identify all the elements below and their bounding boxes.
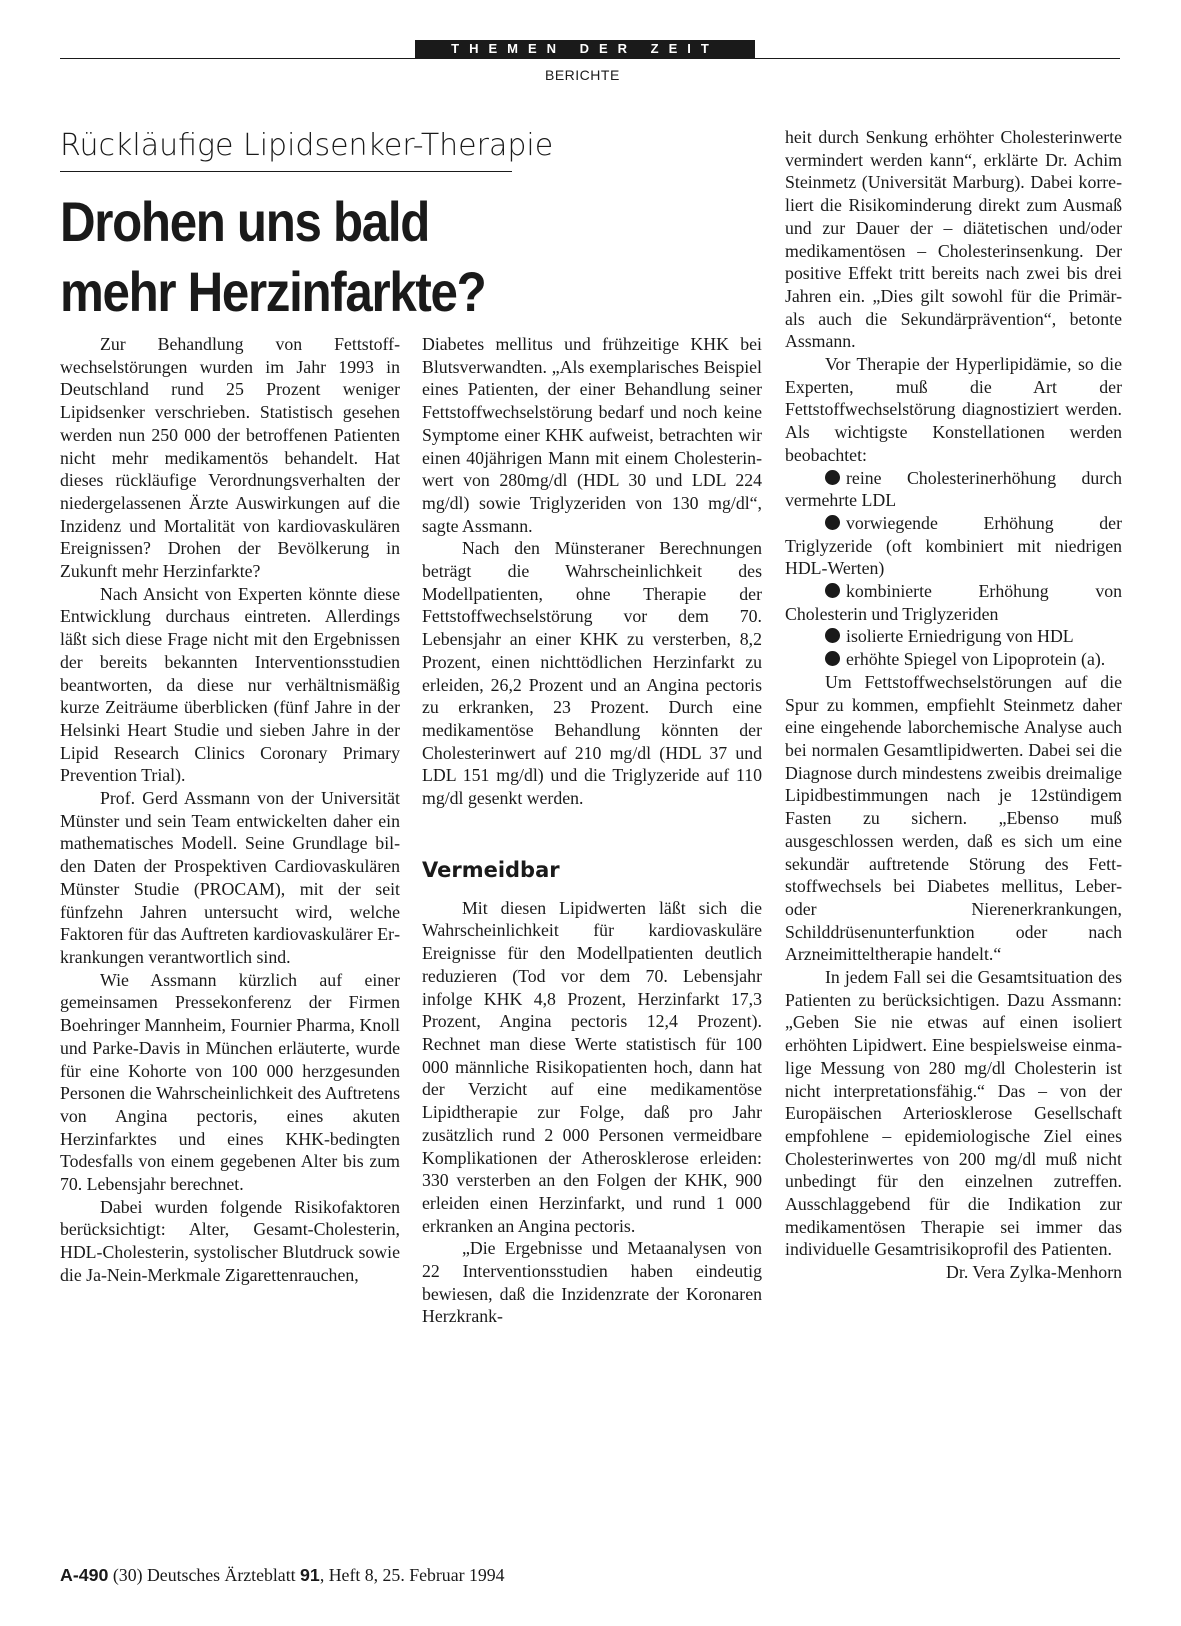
section-banner: THEMEN DER ZEIT (415, 40, 755, 58)
paragraph: heit durch Senkung erhöhter Cholesterinwerte vermindert werden kann“, erklärte Dr. Achim Steinmetz (Universität Marburg). Dabei korreliert die Risikominderung direkt zum Ausmaß und zur Dauer der – diätetischen und/oder medikamentösen – Cholesterinsenkung. Der positive Effekt tritt bereits nach zwei bis drei Jahren ein. „Dies gilt sowohl für die Primär- als auch die Sekundärprävention“, betonte Assmann. (785, 127, 1122, 352)
bullet-item: erhöhte Spiegel von Lipoprotein (a). (785, 648, 1122, 671)
author-byline: Dr. Vera Zylka-Menhorn (946, 1262, 1122, 1283)
subsection-label: BERICHTE (545, 67, 620, 83)
bullet-item: kombinierte Erhöhung von Cholesterin und Triglyzeriden (785, 581, 1122, 624)
page-footer (60, 1565, 505, 1586)
section-subheading: Vermeidbar (422, 857, 560, 882)
paragraph: Zur Behandlung von Fettstoffwechselstörungen wurden im Jahr 1993 in Deutschland rund 25 Prozent weniger Lipidsenker verschrieben. Statistisch gesehen werden nun 250 000 der betroffenen Patienten nicht mehr medikamentös behandelt. Hat dieses rückläufige Verordnungsverhalten der niedergelassenen Ärzte Auswirkungen auf die Inzidenz und Mortalität von kardiovaskulären Ereignissen? Drohen der Bevölkerung in Zukunft mehr Herzinfarkte? (60, 334, 400, 582)
kicker-underline (60, 171, 512, 172)
page-code: A-490 (60, 1565, 109, 1585)
bullet-icon (825, 515, 840, 530)
header-rule (60, 58, 1120, 59)
paragraph: Um Fettstoffwechselstörungen auf die Spur zu kommen, empfiehlt Steinmetz daher eine eingehende laborchemische Analyse auch bei normalen Gesamtlipidwerten. Dabei sei die Diagnose durch mindestens zweibis dreimalige Lipidbestimmungen nach je 12stündigem Fasten zu sichern. „Ebenso muß ausgeschlossen werden, daß es sich um eine sekundär auftretende Störung des Fettstoffwechsels bei Diabetes mellitus, Leber- oder Nierenerkrankungen, Schilddrüsenunterfunktion oder nach Arzneimitteltherapie handelt.“ (785, 671, 1122, 965)
issue-date: , Heft 8, 25. Februar 1994 (319, 1565, 505, 1585)
paragraph: Nach Ansicht von Experten könnte diese Entwicklung durchaus eintreten. Allerdings läßt sich diese Frage nicht mit den Ergebnissen der bereits bekannten Interventionsstudien beantworten, da diese nur verhältnismäßig kurze Zeiträume überblicken (fünf Jahre in der Helsinki Heart Studie und sieben Jahre in der Lipid Research Clinics Coronary Primary Prevention Trial). (60, 583, 400, 786)
page-number: (30) (112, 1565, 143, 1585)
headline-line-1: Drohen uns bald (60, 190, 429, 253)
paragraph: Dabei wurden folgende Risikofaktoren berücksichtigt: Alter, Gesamt-Cholesterin, HDL-Cholesterin, systolischer Blutdruck sowie die Ja-Nein-Merkmale Zigarettenrauchen, (60, 1196, 400, 1285)
paragraph: Vor Therapie der Hyperlipidämie, so die Experten, muß die Art der Fettstoffwechselstörung diagnostiziert werden. Als wichtigste Konstellationen werden beobachtet: (785, 354, 1122, 465)
paragraph: Prof. Gerd Assmann von der Universität Münster und sein Team entwickelten daher ein mathematisches Modell. Seine Grundlage bilden Daten der Prospektiven Cardiovaskulären Münster Studie (PROCAM), mit der seit fünfzehn Jahren untersucht wird, welche Faktoren für das Auftreten kardiovaskulärer Erkrankungen verantwortlich sind. (60, 788, 400, 967)
journal-volume: 91 (300, 1565, 320, 1585)
paragraph: In jedem Fall sei die Gesamtsituation des Patienten zu berücksichtigen. Dazu Assmann: „Geben Sie nie etwas auf einen isoliert erhöhten Lipidwert. Eine bespielsweise einmalige Messung von 280 mg/dl Cholesterin ist nicht interpretationsfähig.“ Das – von der Europäischen Arteriosklerose Gesellschaft empfohlene – epidemiologische Ziel eines Cholesterinwertes von 200 mg/dl muß nicht unbedingt für den einzelnen zutreffen. Ausschlaggebend für die Indikation zur medikamentösen Therapie sei immer das individuelle Gesamtrisikoprofil des Patienten. (785, 967, 1122, 1260)
article-kicker: Rückläufige Lipidsenker-Therapie (60, 128, 554, 163)
paragraph: Wie Assmann kürzlich auf einer gemeinsamen Pressekonferenz der Firmen Boehringer Mannheim, Fournier Pharma, Knoll und Parke-Davis in München erläuterte, wurde für eine Kohorte von 100 000 herzgesunden Personen die Wahrscheinlichkeit des Auftretens von Angina pectoris, eines akuten Herzinfarktes und eines KHK-bedingten Todesfalls von einem gegebenen Alter bis zum 70. Lebensjahr berechnet. (60, 969, 400, 1195)
article-column-1 (60, 333, 400, 1287)
bullet-icon (825, 470, 840, 485)
paragraph: Mit diesen Lipidwerten läßt sich die Wahrscheinlichkeit für kardiovaskuläre Ereignisse für den Modellpatienten deutlich reduzieren (Tod vor dem 70. Lebensjahr infolge KHK 4,8 Prozent, Herzinfarkt 17,3 Prozent, Angina pectoris 12,4 Prozent). Rechnet man diese Werte statistisch für 100 000 männliche Risikopatienten hoch, dann hat der Verzicht auf eine medikamentöse Lipidtherapie zur Folge, daß pro Jahr zusätzlich rund 2 000 Personen vermeidbare Komplikationen der Atherosklerose erleiden: 330 versterben an den Folgen der KHK, 900 erleiden einen Herzinfarkt, und rund 1 000 erkranken an Angina pectoris. (422, 897, 762, 1236)
bullet-icon (825, 583, 840, 598)
article-column-3 (785, 126, 1122, 1284)
bullet-item: isolierte Erniedrigung von HDL (785, 625, 1122, 648)
bullet-icon (825, 651, 840, 666)
paragraph: Nach den Münsteraner Berechnungen beträgt die Wahrscheinlichkeit des Modellpatienten, ohne Therapie der Fettstoffwechselstörung vor dem 70. Lebensjahr an einer KHK zu versterben, 8,2 Prozent, einen nichttödlichen Herzinfarkt zu erleiden, 26,2 Prozent und an Angina pectoris zu erkranken, 23 Prozent. Durch eine medikamentöse Behandlung könnten der Cholesterinwert auf 210 mg/dl (HDL 37 und LDL 151 mg/dl) und die Triglyzeride auf 110 mg/dl gesenkt werden. (422, 538, 762, 809)
article-column-2 (422, 333, 762, 1328)
paragraph: Diabetes mellitus und frühzeitige KHK bei Blutsverwandten. „Als exemplarisches Beispiel eines Patienten, der einer Behandlung seiner Fettstoffwechselstörung bedarf und noch keine Symptome einer KHK aufweist, betrachten wir einen 40jährigen Mann mit einem Cholesterinwert von 280mg/dl (HDL 30 und LDL 224 mg/dl) sowie Triglyzeriden von 130 mg/dl“, sagte Assmann. (422, 334, 762, 536)
journal-name: Deutsches Ärzteblatt (146, 1565, 296, 1585)
bullet-icon (825, 628, 840, 643)
bullet-item: vorwiegende Erhöhung der Triglyzeride (oft kombiniert mit niedrigen HDL-Werten) (785, 512, 1122, 579)
article-headline (60, 187, 676, 327)
headline-line-2: mehr Herzinfarkte? (60, 260, 486, 323)
paragraph: „Die Ergebnisse und Metaanalysen von 22 Interventionsstudien haben eindeutig bewiesen, daß die Inzidenzrate der Koronaren Herzkrank- (422, 1238, 762, 1327)
bullet-item: reine Cholesterinerhöhung durch vermehrte LDL (785, 467, 1122, 511)
